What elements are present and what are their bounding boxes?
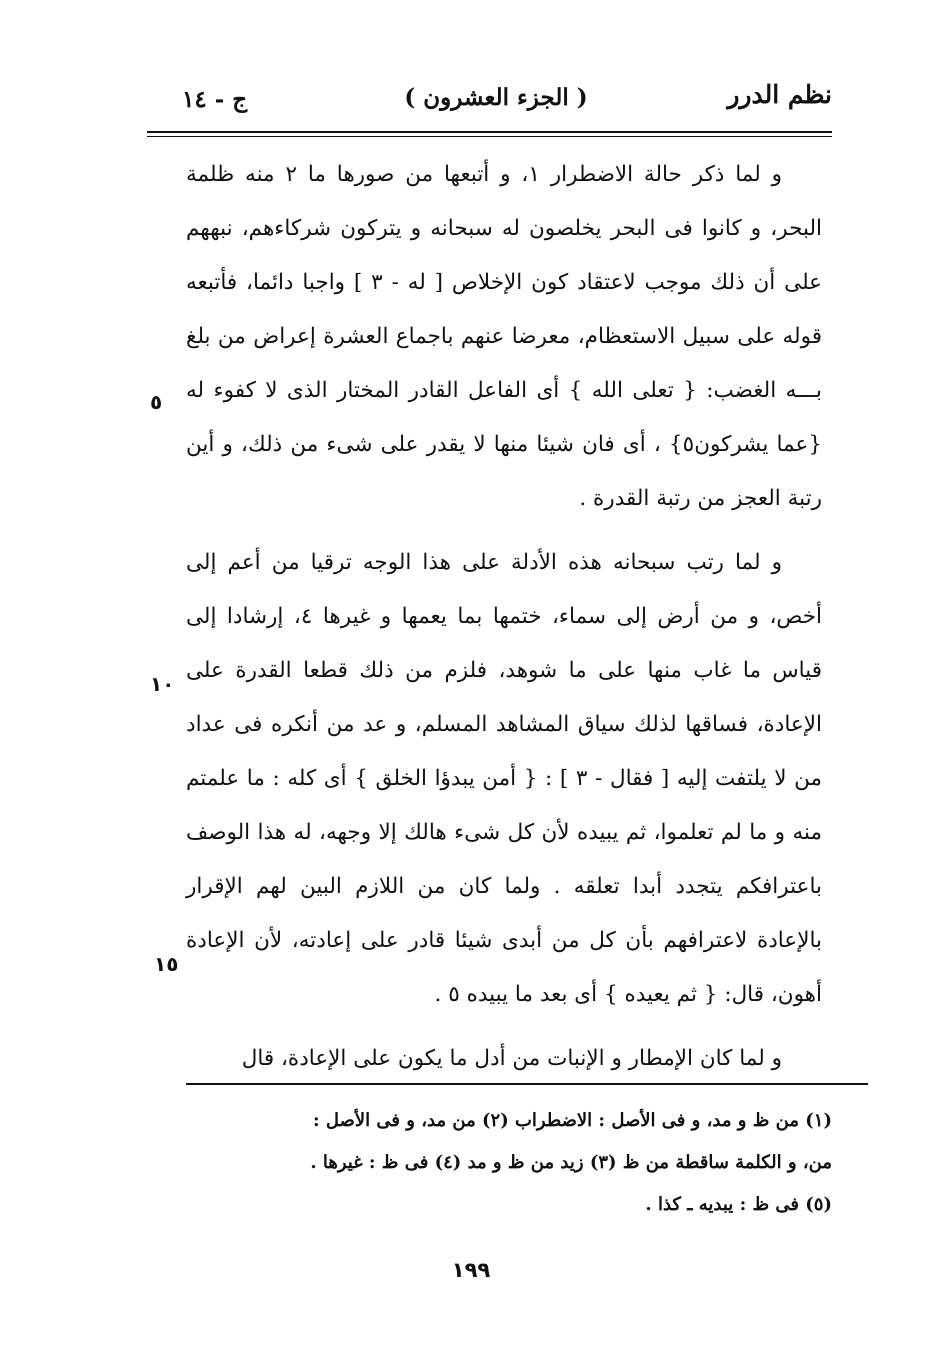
line-number-15: ١٥ [154, 952, 179, 976]
running-header [160, 80, 832, 124]
footnote-line: (٥) فى ظ : يبديه ـ كذا . [645, 1194, 832, 1215]
line-number-5: ٥ [150, 390, 163, 414]
part-label: ( الجزء العشرون ) [404, 84, 588, 111]
main-text [186, 148, 822, 1086]
footnote-line: من، و الكلمة ساقطة من ظ (٣) زيد من ظ و مد (٤) فى ظ : غيرها . [310, 1152, 832, 1173]
book-title: نظم الدرر [727, 80, 832, 109]
paragraph: و لما كان الإمطار و الإنبات من أدل ما يكون على الإعادة، قال [241, 1046, 782, 1071]
volume-reference: ج - ١٤ [182, 86, 248, 113]
header-rule-thin [147, 136, 832, 137]
header-rule [147, 131, 832, 133]
line-number-10: ١٠ [150, 672, 175, 696]
page-number: ١٩٩ [451, 1258, 491, 1282]
footnote-line: (١) من ظ و مد، و فى الأصل : الاضطراب (٢) من مد، و فى الأصل : [313, 1110, 832, 1131]
footnote-rule [186, 1083, 868, 1085]
footnotes [186, 1100, 832, 1226]
paragraph: و لما ذكر حالة الاضطرار ١، و أتبعها من صورها ما ٢ منه ظلمة البحر، و كانوا فى البحر يخلصون له سبحانه و يتركون شركاءهم، نبههم على أن ذلك موجب لاعتقاد كون الإخلاص [ له - ٣ ] واجبا دائما، فأتبعه قوله على سبيل الاستعظام، معرضا عنهم باجماع العشرة إعراض من بلغ بـــه الغضب: { تعلى الله } أى الفاعل القادر المختار الذى لا كفوء له {عما يشركون٥} ، أى فان شيئا منها لا يقدر على شىء من ذلك، و أين رتبة العجز من رتبة القدرة . [186, 162, 823, 511]
paragraph: و لما رتب سبحانه هذه الأدلة على هذا الوجه ترقيا من أعم إلى أخص، و من أرض إلى سماء، ختمها بما يعمها و غيرها ٤، إرشادا إلى قياس ما غاب منها على ما شوهد، فلزم من ذلك قطعا القدرة على الإعادة، فساقها لذلك سياق المشاهد المسلم، و عد من أنكره فى عداد من لا يلتفت إليه [ فقال - ٣ ] : { أمن يبدؤا الخلق } أى كله : ما علمتم منه و ما لم تعلموا، ثم يبيده لأن كل شىء هالك إلا وجهه، له هذا الوصف باعترافكم يتجدد أبدا تعلقه . ولما كان من اللازم البين لهم الإقرار بالإعادة لاعترافهم بأن كل من أبدى شيئا قادر على إعادته، لأن الإعادة أهون، قال: { ثم يعيده } أى بعد ما يبيده ٥ . [186, 550, 823, 1007]
